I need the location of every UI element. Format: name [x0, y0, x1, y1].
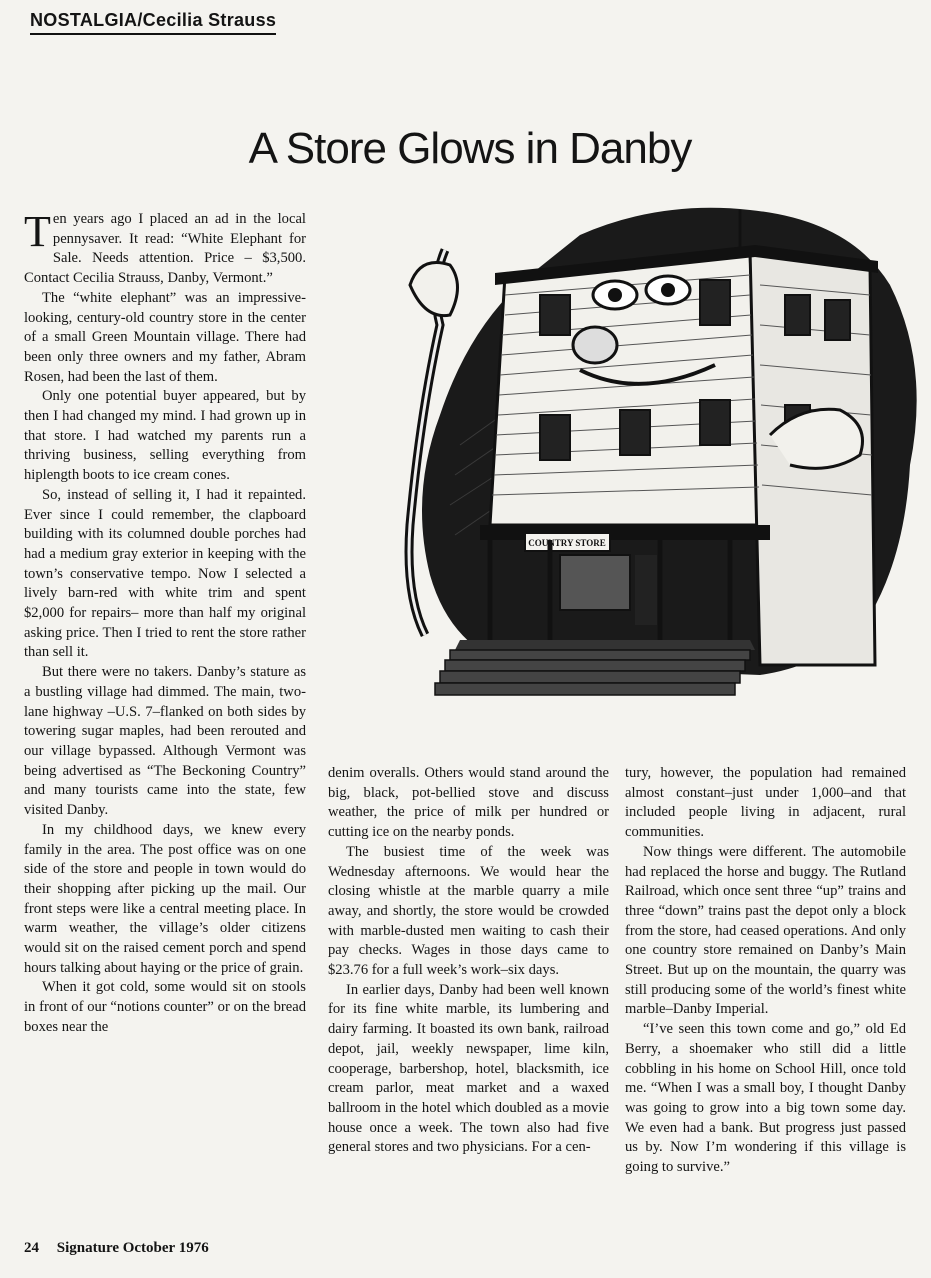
article-title: A Store Glows in Danby: [248, 124, 692, 174]
column-3: [625, 764, 906, 1178]
front-steps: [435, 650, 750, 695]
paragraph: So, instead of selling it, I had it repainted. Ever since I could remember, the clapboard building with its columned double porches had had a medium gray exterior in keeping with the town’s conservative tempo. Now I selected a lively barn-red with white trim and spent $2,000 for repairs– more than half my original asking price. Then I tried to rent the store rather than sell it.: [24, 486, 306, 661]
paragraph: In my childhood days, we knew every family in the area. The post office was on one side of the store and people in town would do their shopping after picking up the mail. Our front steps were like a central meeting place. In warm weather, the village’s older citizens would sit on the raised cement porch and spend hours talking about haying or the price of grain.: [24, 821, 306, 976]
paragraph: Only one potential buyer appeared, but by then I had changed my mind. I had grown up in that store. I had watched my parents run a thriving business, selling everything from hiplength boots to ice cream cones.: [24, 388, 306, 484]
storefront-door: [635, 555, 657, 625]
paragraph: In earlier days, Danby had been well known for its fine white marble, its lumbering and dairy farming. It boasted its own bank, railroad depot, jail, weekly newspaper, lime kiln, cooperage, barbershop, hotel, blacksmith, ice cream parlor, meat market and a waxed ballroom in the hotel which doubled as a movie house once a week. The town also had five general stores and two physicians. For a cen-: [328, 981, 609, 1156]
paragraph: The “white elephant” was an impressive-looking, century-old country store in the center of a small Green Mountain village. There had been only three owners and my father, Abram Rosen, had been the last of them.: [24, 289, 306, 385]
drop-cap: T: [24, 207, 51, 256]
porch-floor: [455, 640, 755, 650]
page-footer: [24, 1240, 209, 1257]
page-number: 24: [24, 1240, 39, 1256]
paragraph: When it got cold, some would sit on stools in front of our “notions counter” or on the bread boxes near the: [24, 979, 306, 1035]
column-1: [24, 207, 306, 1038]
paragraph: [24, 207, 306, 289]
paragraph-text: en years ago I placed an ad in the local pennysaver. It read: “White Elephant for Sale. Needs attention. Price – $3,500. Contact Cecilia Strauss, Danby, Vermont.”: [24, 211, 306, 287]
paragraph: The busiest time of the week was Wednesday afternoons. We would hear the closing whistle at the marble quarry a mile away, and shortly, the store would be crowded with marble-dusted men waiting to cash their pay checks. Wages in those days came to $23.76 for a full week’s work–six days.: [328, 843, 609, 979]
porch-roof: [480, 525, 770, 540]
store-sign-text: COUNTRY STORE: [528, 538, 606, 548]
paragraph: denim overalls. Others would stand around the big, black, pot-bellied stove and discuss weather, the price of milk per hundred or cutting ice on the nearby ponds.: [328, 765, 609, 841]
paragraph: tury, however, the population had remained almost constant–just under 1,000–and that included people living in adjacent, rural communities.: [625, 765, 906, 841]
paragraph: “I’ve seen this town come and go,” old Ed Berry, a shoemaker who still did a little cobbling in his home on School Hill, once told me. “When I was a small boy, I thought Danby was going to grow into a big town some day. We even had a bank. But progress just passed us by. Now I’m wondering if this village is going to survive.”: [625, 1021, 906, 1176]
left-hand: [410, 263, 458, 316]
paragraph: But there were no takers. Danby’s stature as a bustling village had dimmed. The main, two-lane highway –U.S. 7–flanked on both sides by towering sugar maples, had been rerouted and our village bypassed. Although Vermont was being advertised as “The Beckoning Country” and many tourists came into the state, few visited Danby.: [24, 664, 306, 819]
nose: [573, 327, 617, 363]
section-header: NOSTALGIA/Cecilia Strauss: [30, 10, 276, 35]
column-2: [328, 764, 609, 1158]
store-illustration: [330, 195, 920, 725]
publication-info: Signature October 1976: [56, 1240, 209, 1256]
paragraph: Now things were different. The automobile had replaced the horse and buggy. The Rutland Railroad, which once sent three “up” trains and three “down” trains past the depot only a block from the store, had ceased operations. And only one country store remained on Danby’s Main Street. But up on the mountain, the quarry was still producing some of the world’s finest white marble–Danby Imperial.: [625, 843, 906, 1018]
storefront-window: [560, 555, 630, 610]
